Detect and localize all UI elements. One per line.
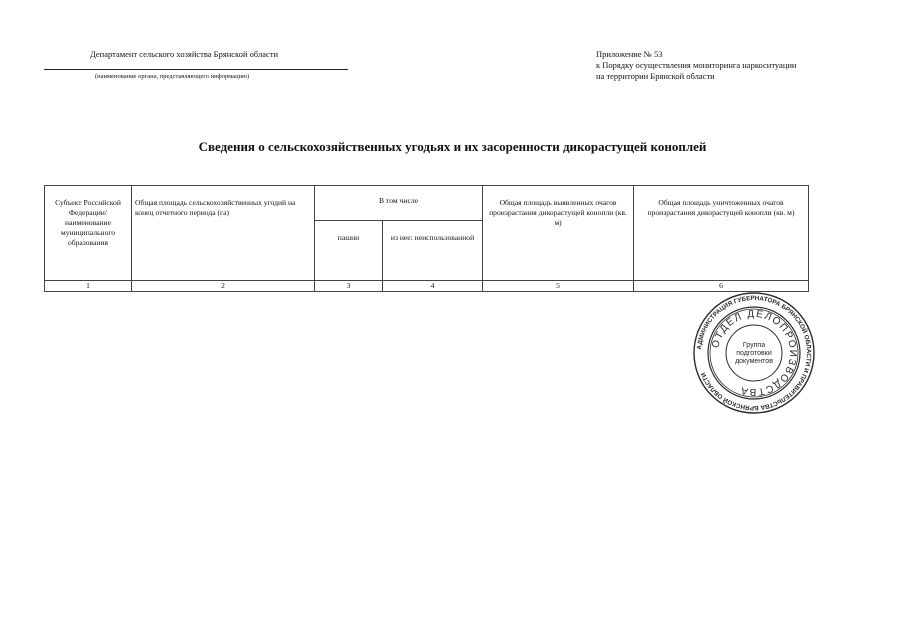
header-cell-subject: Субъект Российской Федерации/ наименование муниципального образования: [45, 186, 132, 281]
header-cell-total-area: Общая площадь сельскохозяйственных угодий на конец отчетного периода (га): [132, 186, 315, 281]
stamp-center-line: подготовки: [736, 350, 772, 357]
stamp-outer-text: АДМИНИСТРАЦИЯ ГУБЕРНАТОРА БРЯНСКОЙ ОБЛАСТИ И ПРАВИТЕЛЬСТВА БРЯНСКОЙ ОБЛАСТИ: [696, 294, 813, 412]
header-cell-arable: пашни: [315, 221, 383, 281]
header-cell-detected-area: Общая площадь выявленных очагов произрастания дикорастущей конопли (кв. м): [483, 186, 634, 281]
table-header-row: [45, 186, 809, 221]
column-number: 1: [45, 281, 132, 292]
stamp-center-line: Группа: [742, 342, 766, 349]
column-number: 3: [315, 281, 383, 292]
column-number: 4: [383, 281, 483, 292]
department-caption: (наименование органа, представляющего информацию): [95, 73, 250, 80]
stamp-seal: [692, 291, 816, 415]
stamp-inner-text: ОТДЕЛ ДЕЛОПРОИЗВОДСТВА: [710, 308, 799, 398]
document-title: Сведения о сельскохозяйственных угодьях и их засоренности дикорастущей коноплей: [198, 139, 707, 154]
column-number: 2: [132, 281, 315, 292]
official-stamp: [692, 291, 816, 420]
column-number: 5: [483, 281, 634, 292]
appendix-region: на территории Брянской области: [596, 71, 715, 81]
department-underline: [44, 69, 348, 70]
header-cell-unused: из нее: неиспользованной: [383, 221, 483, 281]
stamp-center-line: документов: [735, 358, 773, 365]
appendix-number: Приложение № 53: [596, 49, 663, 59]
department-name: Департамент сельского хозяйства Брянской области: [90, 49, 279, 59]
appendix-reference: к Порядку осуществления мониторинга наркоситуации: [596, 60, 797, 70]
column-number-row: [45, 281, 809, 292]
column-number: 6: [634, 281, 809, 292]
appendix-block: [596, 49, 796, 82]
report-table: [44, 185, 809, 292]
header-cell-including: В том числе: [315, 186, 483, 221]
header-cell-destroyed-area: Общая площадь уничтоженных очагов произрастания дикорастущей конопли (кв. м): [634, 186, 809, 281]
